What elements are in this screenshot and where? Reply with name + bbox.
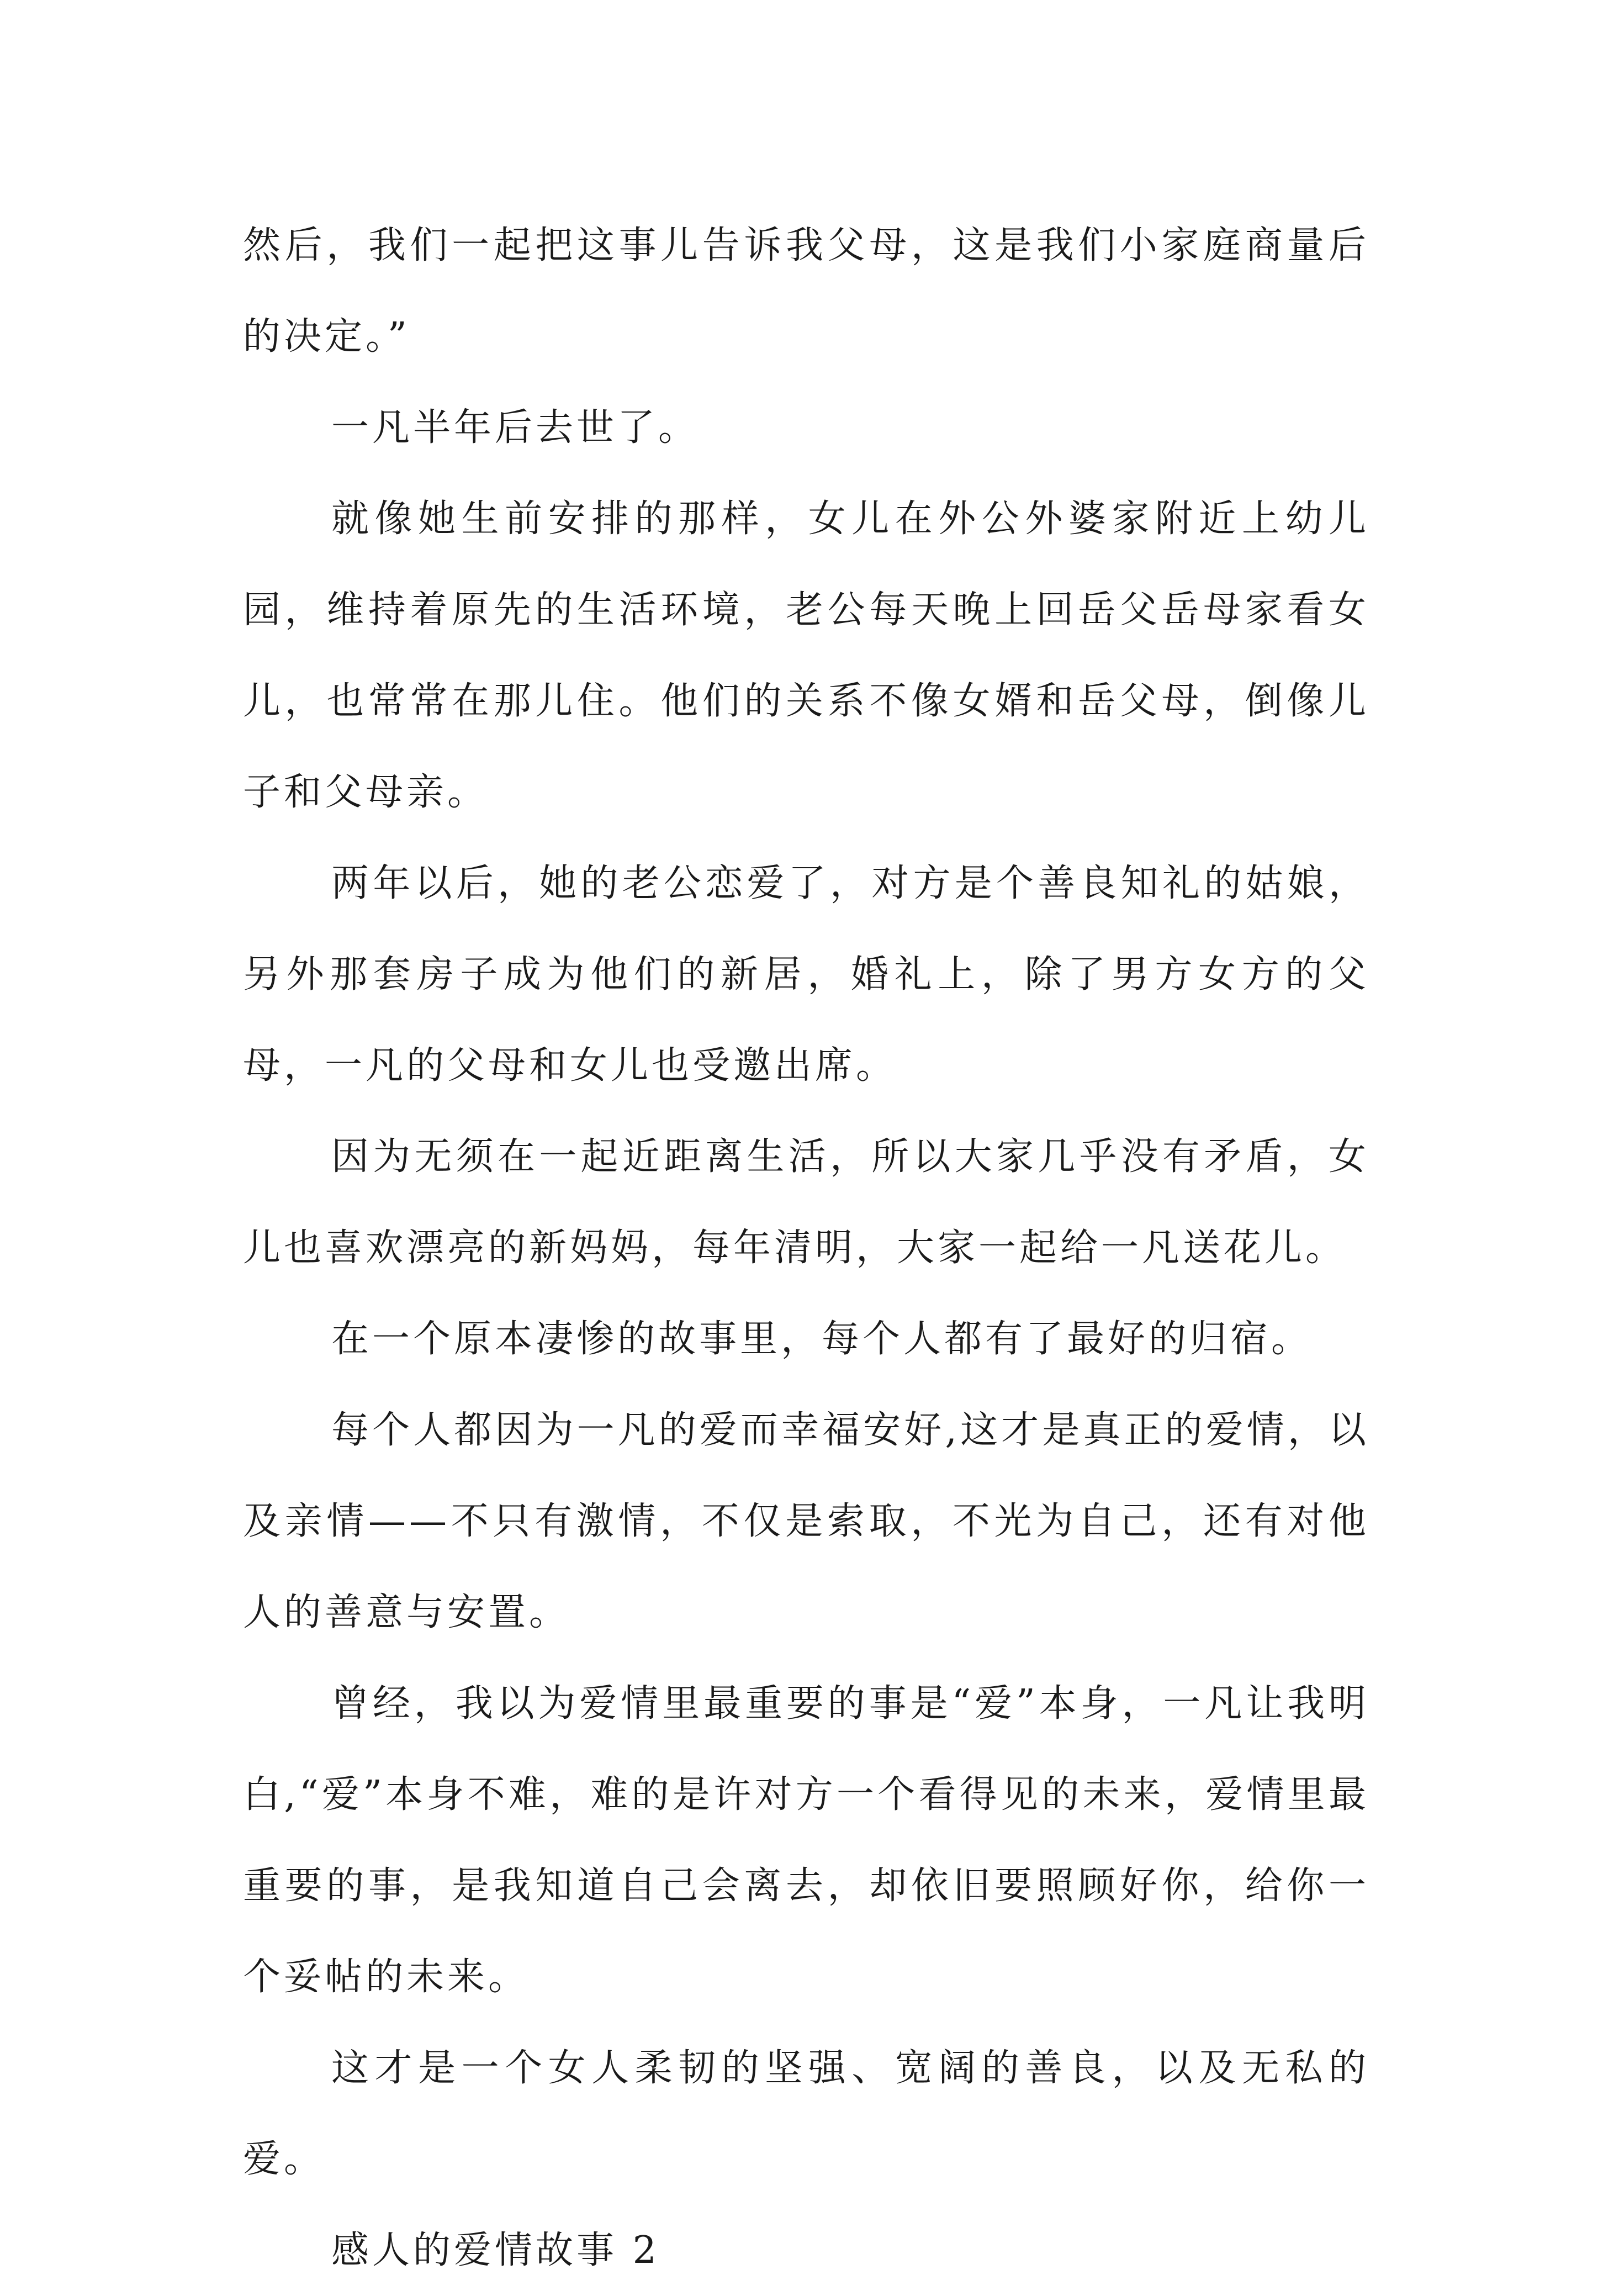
document-body <box>243 200 1369 2296</box>
paragraph-2: 一凡半年后去世了。 <box>331 406 700 450</box>
paragraph-4: 两年以后，她的老公恋爱了，对方是个善良知礼的姑娘，另外那套房子成为他们的新居，婚礼上，除了男方女方的父母，一凡的父母和女儿也受邀出席。 <box>243 862 1369 1088</box>
paragraph-6: 在一个原本凄惨的故事里，每个人都有了最好的归宿。 <box>331 1317 1313 1361</box>
paragraph-7: 每个人都因为一凡的爱而幸福安好,这才是真正的爱情，以及亲情——不只有激情，不仅是索取，不光为自己，还有对他人的善意与安置。 <box>243 1408 1369 1634</box>
paragraph-3: 就像她生前安排的那样，女儿在外公外婆家附近上幼儿园，维持着原先的生活环境，老公每天晚上回岳父岳母家看女儿，也常常在那儿住。他们的关系不像女婿和岳父母，倒像儿子和父母亲。 <box>243 497 1369 814</box>
paragraph-9: 这才是一个女人柔韧的坚强、宽阔的善良，以及无私的爱。 <box>243 2046 1369 2181</box>
paragraph-8: 曾经，我以为爱情里最重要的事是“爱”本身，一凡让我明白,“爱”本身不难，难的是许对方一个看得见的未来，爱情里最重要的事，是我知道自己会离去，却依旧要照顾好你，给你一个妥帖的未来。 <box>243 1682 1369 1999</box>
paragraph-1: 然后，我们一起把这事儿告诉我父母，这是我们小家庭商量后的决定。” <box>243 224 1369 358</box>
section-heading: 感人的爱情故事 2 <box>331 2229 660 2272</box>
paragraph-5: 因为无须在一起近距离生活，所以大家几乎没有矛盾，女儿也喜欢漂亮的新妈妈，每年清明，大家一起给一凡送花儿。 <box>243 1135 1369 1270</box>
